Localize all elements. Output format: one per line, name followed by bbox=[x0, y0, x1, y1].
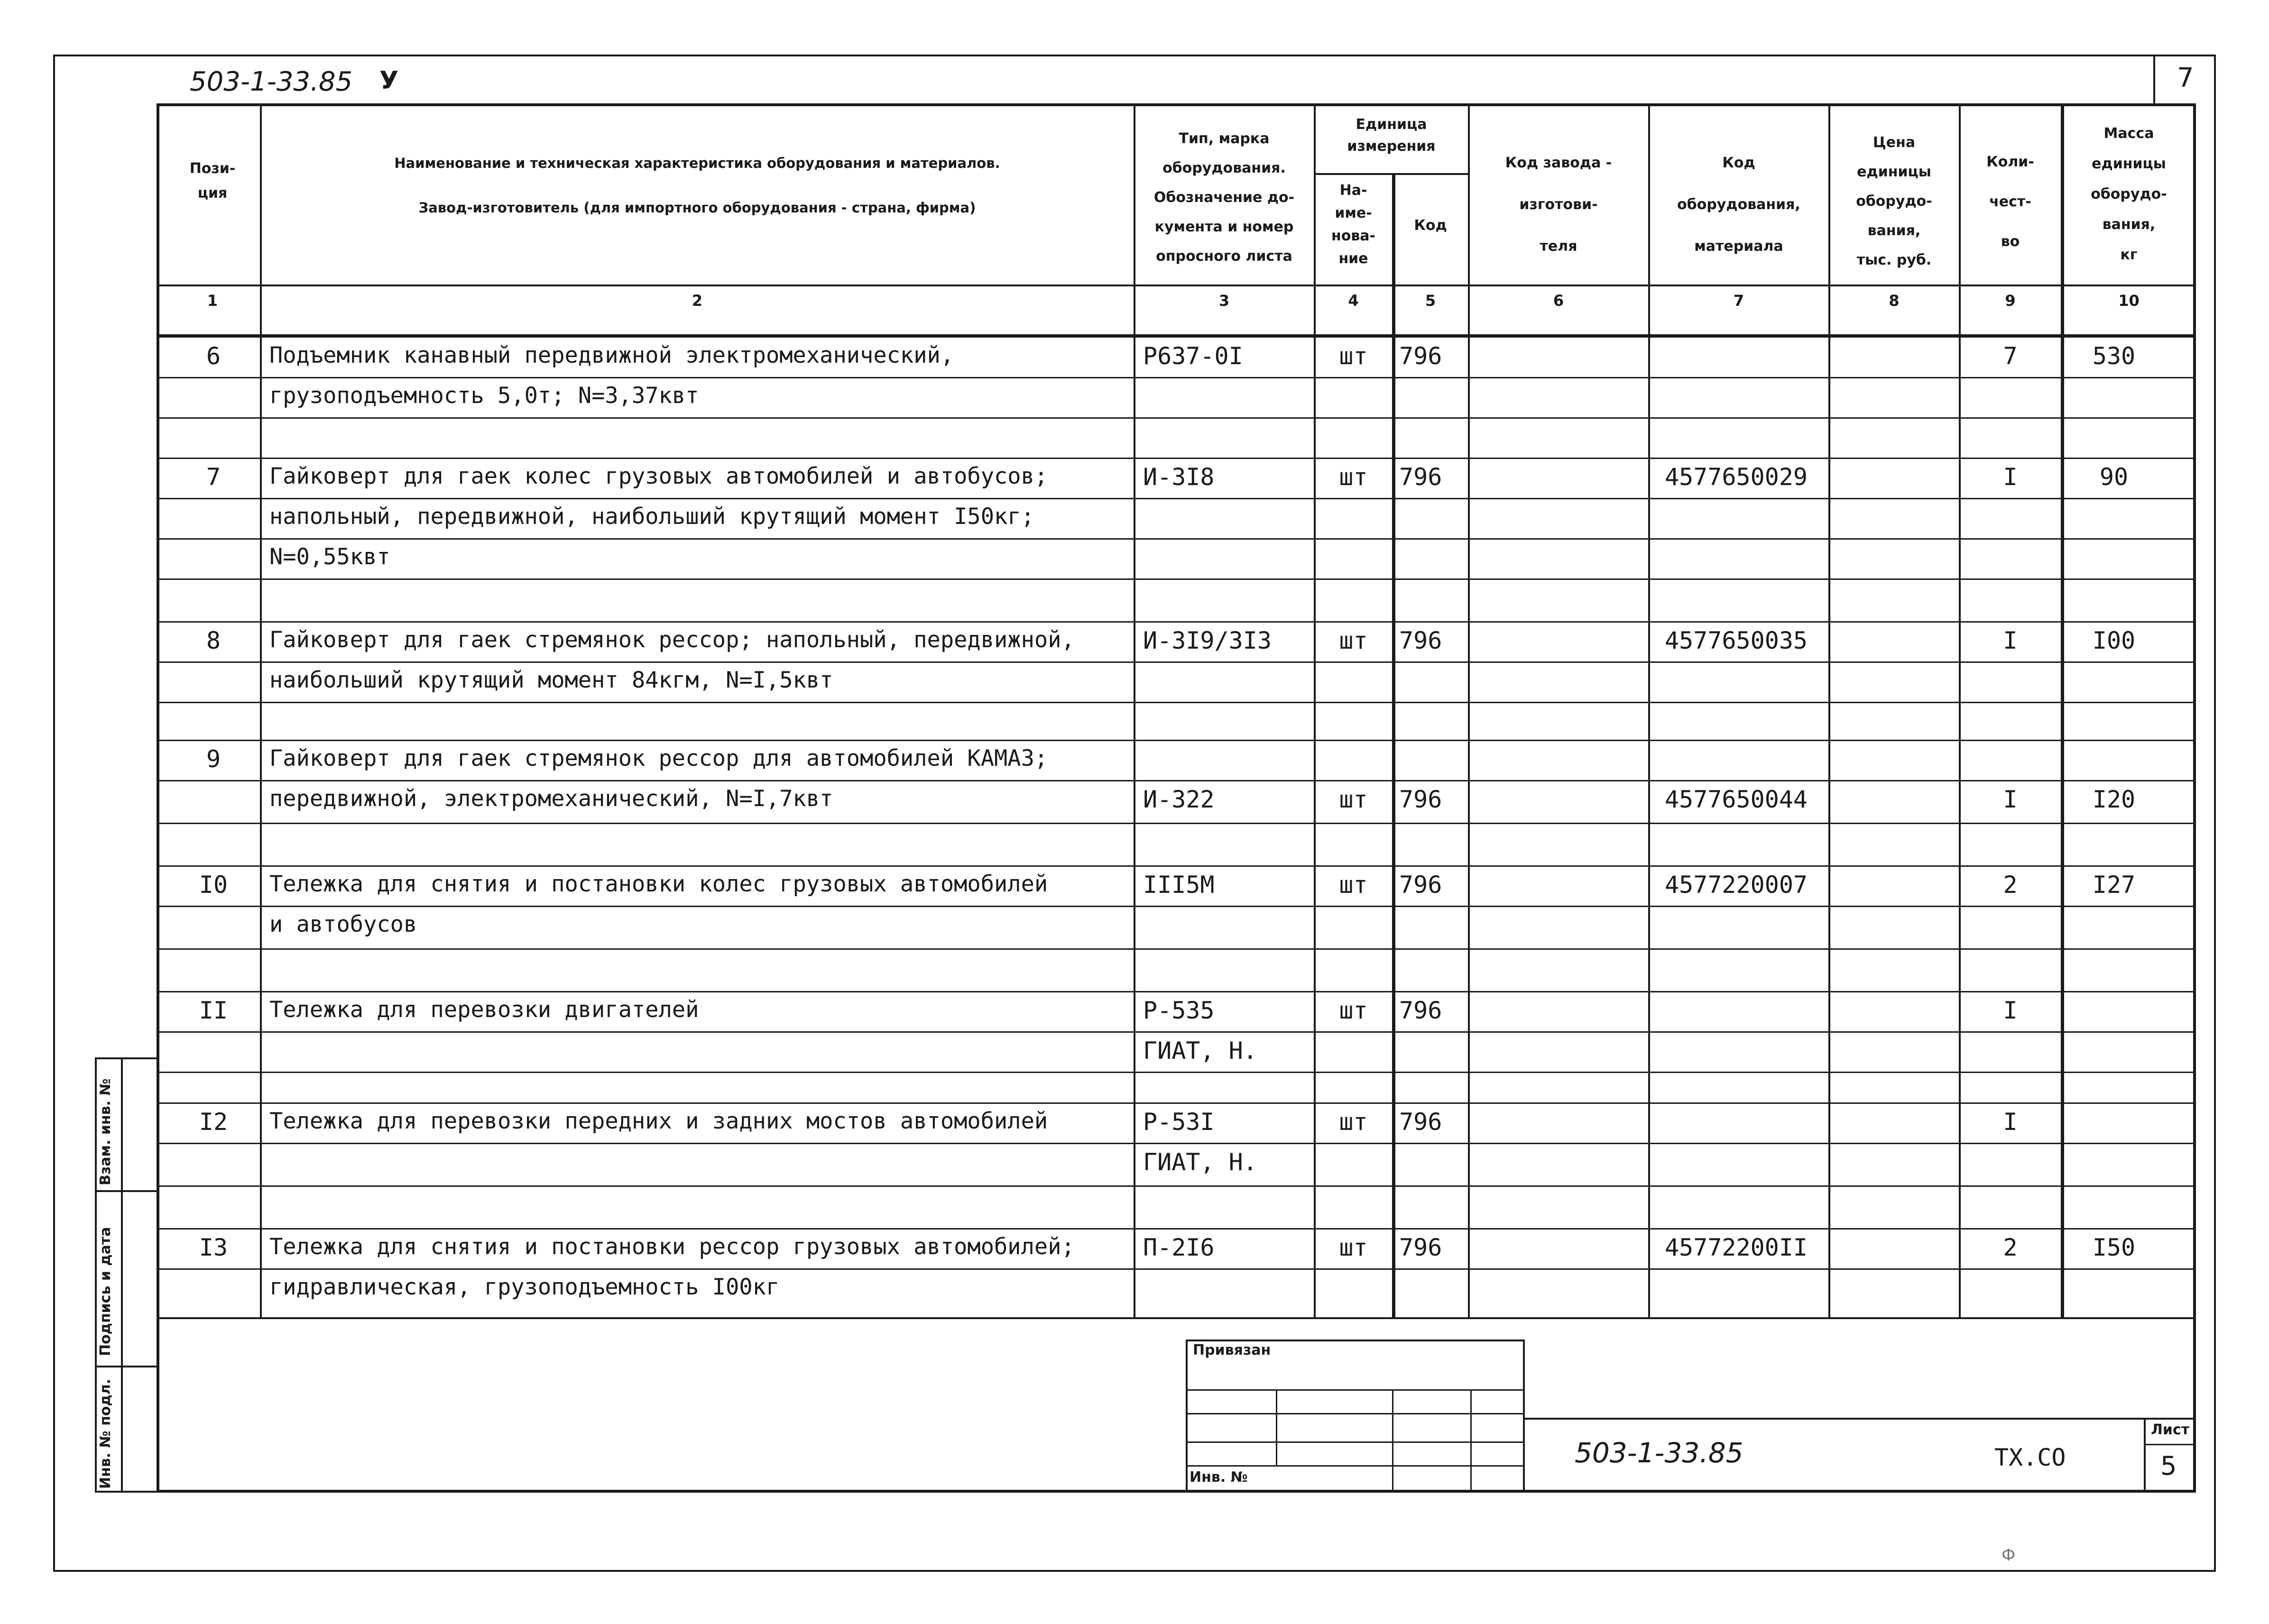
cell-unit: шт bbox=[1339, 1234, 1368, 1261]
top-page-divider bbox=[2153, 55, 2155, 103]
unit-split-line bbox=[1314, 173, 1468, 175]
side-label-podpis: Подпись и дата bbox=[97, 1227, 114, 1356]
cell-type: ГИАТ, Н. bbox=[1143, 1037, 1257, 1064]
cell-unit-code: 796 bbox=[1399, 871, 1442, 899]
side-label-vzam: Взам. инв. № bbox=[97, 1078, 114, 1185]
cell-mass: 90 bbox=[2099, 463, 2129, 491]
row-separator bbox=[157, 498, 2196, 499]
cell-mass: I20 bbox=[2092, 786, 2136, 813]
row-separator bbox=[157, 538, 2196, 540]
row-separator bbox=[157, 740, 2196, 741]
cell-name: передвижной, электромеханический, N=I,7квт bbox=[269, 786, 833, 812]
cell-type: И-322 bbox=[1143, 786, 1215, 813]
cell-quantity: 2 bbox=[2003, 871, 2018, 899]
colnum-5: 5 bbox=[1425, 292, 1436, 310]
stamp-code: 503-1-33.85 bbox=[1575, 1437, 1743, 1469]
cell-position: I3 bbox=[199, 1234, 228, 1261]
cell-quantity: I bbox=[2003, 786, 2018, 813]
cell-mass: 530 bbox=[2092, 342, 2136, 370]
sheet-box-line bbox=[2144, 1444, 2196, 1445]
privyazan-vline-3 bbox=[1470, 1389, 1472, 1493]
col-line-6 bbox=[1648, 103, 1650, 1317]
top-page-number: 7 bbox=[2177, 63, 2194, 93]
row-separator bbox=[157, 578, 2196, 580]
inv-no-label: Инв. № bbox=[1190, 1469, 1248, 1486]
cell-unit: шт bbox=[1339, 871, 1368, 899]
row-separator bbox=[157, 865, 2196, 867]
row-separator bbox=[157, 702, 2196, 703]
cell-unit: шт bbox=[1339, 997, 1368, 1024]
row-separator bbox=[157, 1102, 2196, 1104]
cell-type: Р-53I bbox=[1143, 1108, 1215, 1136]
header-col4: На- име- нова- ние bbox=[1331, 182, 1376, 267]
colnum-7: 7 bbox=[1733, 292, 1744, 310]
colnum-3: 3 bbox=[1218, 292, 1230, 310]
row-separator bbox=[157, 621, 2196, 623]
cell-name: наибольший крутящий момент 84кгм, N=I,5квт bbox=[269, 667, 833, 693]
cell-quantity: 7 bbox=[2003, 342, 2018, 370]
row-separator bbox=[157, 1228, 2196, 1229]
side-label-inv-podl: Инв. № подл. bbox=[97, 1378, 114, 1489]
side-strip-divider bbox=[121, 1057, 123, 1493]
sheet-label: Лист bbox=[2151, 1422, 2190, 1438]
row-separator bbox=[157, 823, 2196, 824]
cell-mass: I50 bbox=[2092, 1234, 2136, 1261]
cell-type: И-3I9/3I3 bbox=[1143, 627, 1272, 654]
row-separator bbox=[157, 1268, 2196, 1270]
cell-name: грузоподъемность 5,0т; N=3,37квт bbox=[269, 383, 699, 409]
cell-type: Р637-0I bbox=[1143, 342, 1243, 370]
cell-unit-code: 796 bbox=[1399, 1234, 1442, 1261]
cell-name: гидравлическая, грузоподъемность I00кг bbox=[269, 1274, 780, 1300]
cell-unit-code: 796 bbox=[1399, 786, 1442, 813]
cell-name: напольный, передвижной, наибольший крутящий момент I50кг; bbox=[269, 504, 1034, 530]
privyazan-line-3 bbox=[1186, 1441, 1525, 1443]
cell-name: Подъемник канавный передвижной электромеханический, bbox=[269, 342, 954, 368]
doc-code-suffix: У bbox=[379, 66, 399, 95]
privyazan-vline-2 bbox=[1392, 1389, 1393, 1493]
column-number-line bbox=[157, 334, 2196, 338]
cell-position: II bbox=[199, 997, 228, 1024]
colnum-2: 2 bbox=[692, 292, 703, 310]
cell-quantity: I bbox=[2003, 997, 2018, 1024]
cell-unit: шт bbox=[1339, 786, 1368, 813]
cell-quantity: I bbox=[2003, 627, 2018, 654]
row-separator bbox=[157, 417, 2196, 419]
cell-type: П-2I6 bbox=[1143, 1234, 1215, 1261]
row-separator bbox=[157, 1143, 2196, 1144]
colnum-1: 1 bbox=[207, 292, 218, 310]
row-separator bbox=[157, 458, 2196, 459]
col-line-9 bbox=[2061, 103, 2064, 1317]
row-separator bbox=[157, 991, 2196, 992]
cell-equipment-code: 4577220007 bbox=[1665, 871, 1808, 899]
cell-name: Гайковерт для гаек стремянок рессор для автомобилей КАМАЗ; bbox=[269, 745, 1048, 771]
cell-name: N=0,55квт bbox=[269, 544, 390, 570]
titleblock-top-line bbox=[1525, 1418, 2196, 1420]
row-separator bbox=[157, 906, 2196, 907]
row-separator bbox=[157, 1072, 2196, 1073]
cell-unit-code: 796 bbox=[1399, 342, 1442, 370]
cell-type: И-3I8 bbox=[1143, 463, 1215, 491]
privyazan-line-2 bbox=[1186, 1413, 1525, 1414]
header-col2-line1: Наименование и техническая характеристика оборудования и материалов. bbox=[394, 155, 1000, 171]
cell-position: I2 bbox=[199, 1108, 228, 1136]
cell-equipment-code: 4577650035 bbox=[1665, 627, 1808, 654]
colnum-10: 10 bbox=[2118, 292, 2140, 310]
cell-type: ГИАТ, Н. bbox=[1143, 1148, 1257, 1176]
cell-mass: I00 bbox=[2092, 627, 2136, 654]
header-col3: Тип, марка оборудования. Обозначение до- кумента и номер опросного листа bbox=[1153, 130, 1295, 265]
cell-position: 7 bbox=[206, 463, 221, 491]
header-col45: Единица измерения bbox=[1347, 116, 1436, 155]
cell-equipment-code: 45772200II bbox=[1665, 1234, 1808, 1261]
table-bottom-line bbox=[157, 1317, 2196, 1319]
cell-quantity: I bbox=[2003, 463, 2018, 491]
header-bottom-line bbox=[157, 284, 2196, 286]
cell-position: 9 bbox=[206, 745, 221, 773]
row-separator bbox=[157, 1031, 2196, 1033]
row-separator bbox=[157, 377, 2196, 378]
cell-type: III5М bbox=[1143, 871, 1215, 899]
cell-name: и автобусов bbox=[269, 911, 417, 937]
cell-type: Р-535 bbox=[1143, 997, 1215, 1024]
cell-name: Тележка для перевозки двигателей bbox=[269, 997, 699, 1023]
cell-name: Гайковерт для гаек колес грузовых автомобилей и автобусов; bbox=[269, 463, 1048, 489]
header-col10: Масса единицы оборудо- вания, кг bbox=[2091, 125, 2167, 263]
cell-equipment-code: 4577650029 bbox=[1665, 463, 1808, 491]
cell-quantity: 2 bbox=[2003, 1234, 2018, 1261]
privyazan-label: Привязан bbox=[1193, 1342, 1271, 1358]
colnum-8: 8 bbox=[1889, 292, 1900, 310]
doc-code-top: 503-1-33.85 bbox=[190, 66, 353, 97]
header-col8: Цена единицы оборудо- вания, тыс. руб. bbox=[1856, 134, 1932, 268]
header-col9: Коли- чест- во bbox=[1986, 154, 2034, 250]
colnum-9: 9 bbox=[2005, 292, 2016, 310]
side-strip-line-2 bbox=[95, 1366, 159, 1367]
row-separator bbox=[157, 780, 2196, 781]
cell-name: Тележка для перевозки передних и задних мостов автомобилей bbox=[269, 1108, 1048, 1134]
cell-mass: I27 bbox=[2092, 871, 2136, 899]
header-col6: Код завода - изготови- теля bbox=[1505, 155, 1612, 255]
cell-position: 6 bbox=[206, 342, 221, 370]
cell-unit: шт bbox=[1339, 627, 1368, 654]
colnum-6: 6 bbox=[1553, 292, 1564, 310]
row-separator bbox=[157, 1185, 2196, 1187]
sheet-number: 5 bbox=[2160, 1451, 2177, 1481]
header-col2-line2: Завод-изготовитель (для импортного оборудования - страна, фирма) bbox=[418, 200, 976, 216]
cell-equipment-code: 4577650044 bbox=[1665, 786, 1808, 813]
cell-unit-code: 796 bbox=[1399, 997, 1442, 1024]
row-separator bbox=[157, 948, 2196, 950]
cell-unit: шт bbox=[1339, 463, 1368, 491]
cell-position: I0 bbox=[199, 871, 228, 899]
header-col5: Код bbox=[1414, 217, 1447, 234]
colnum-4: 4 bbox=[1348, 292, 1359, 310]
cell-name: Тележка для снятия и постановки рессор грузовых автомобилей; bbox=[269, 1234, 1075, 1260]
stamp-mark: ТХ.СО bbox=[1994, 1444, 2066, 1471]
cell-position: 8 bbox=[206, 627, 221, 654]
privyazan-line-4 bbox=[1186, 1465, 1525, 1467]
cell-quantity: I bbox=[2003, 1108, 2018, 1136]
col-line-2 bbox=[1134, 103, 1135, 1317]
header-col1: Пози- ция bbox=[189, 160, 236, 202]
cell-unit-code: 796 bbox=[1399, 627, 1442, 654]
cell-name: Гайковерт для гаек стремянок рессор; напольный, передвижной, bbox=[269, 627, 1075, 653]
cell-unit: шт bbox=[1339, 1108, 1368, 1136]
col-line-4 bbox=[1392, 173, 1395, 1317]
privyazan-line-1 bbox=[1186, 1389, 1525, 1391]
cell-name: Тележка для снятия и постановки колес грузовых автомобилей bbox=[269, 871, 1048, 897]
col-line-7 bbox=[1828, 103, 1830, 1317]
header-col7: Код оборудования, материала bbox=[1677, 155, 1800, 255]
format-mark: Ф bbox=[2002, 1546, 2016, 1565]
privyazan-vline-1 bbox=[1276, 1389, 1277, 1465]
col-line-5 bbox=[1468, 103, 1470, 1317]
cell-unit-code: 796 bbox=[1399, 463, 1442, 491]
cell-unit: шт bbox=[1339, 342, 1368, 370]
row-separator bbox=[157, 661, 2196, 663]
side-strip-line-1 bbox=[95, 1190, 159, 1192]
cell-unit-code: 796 bbox=[1399, 1108, 1442, 1136]
